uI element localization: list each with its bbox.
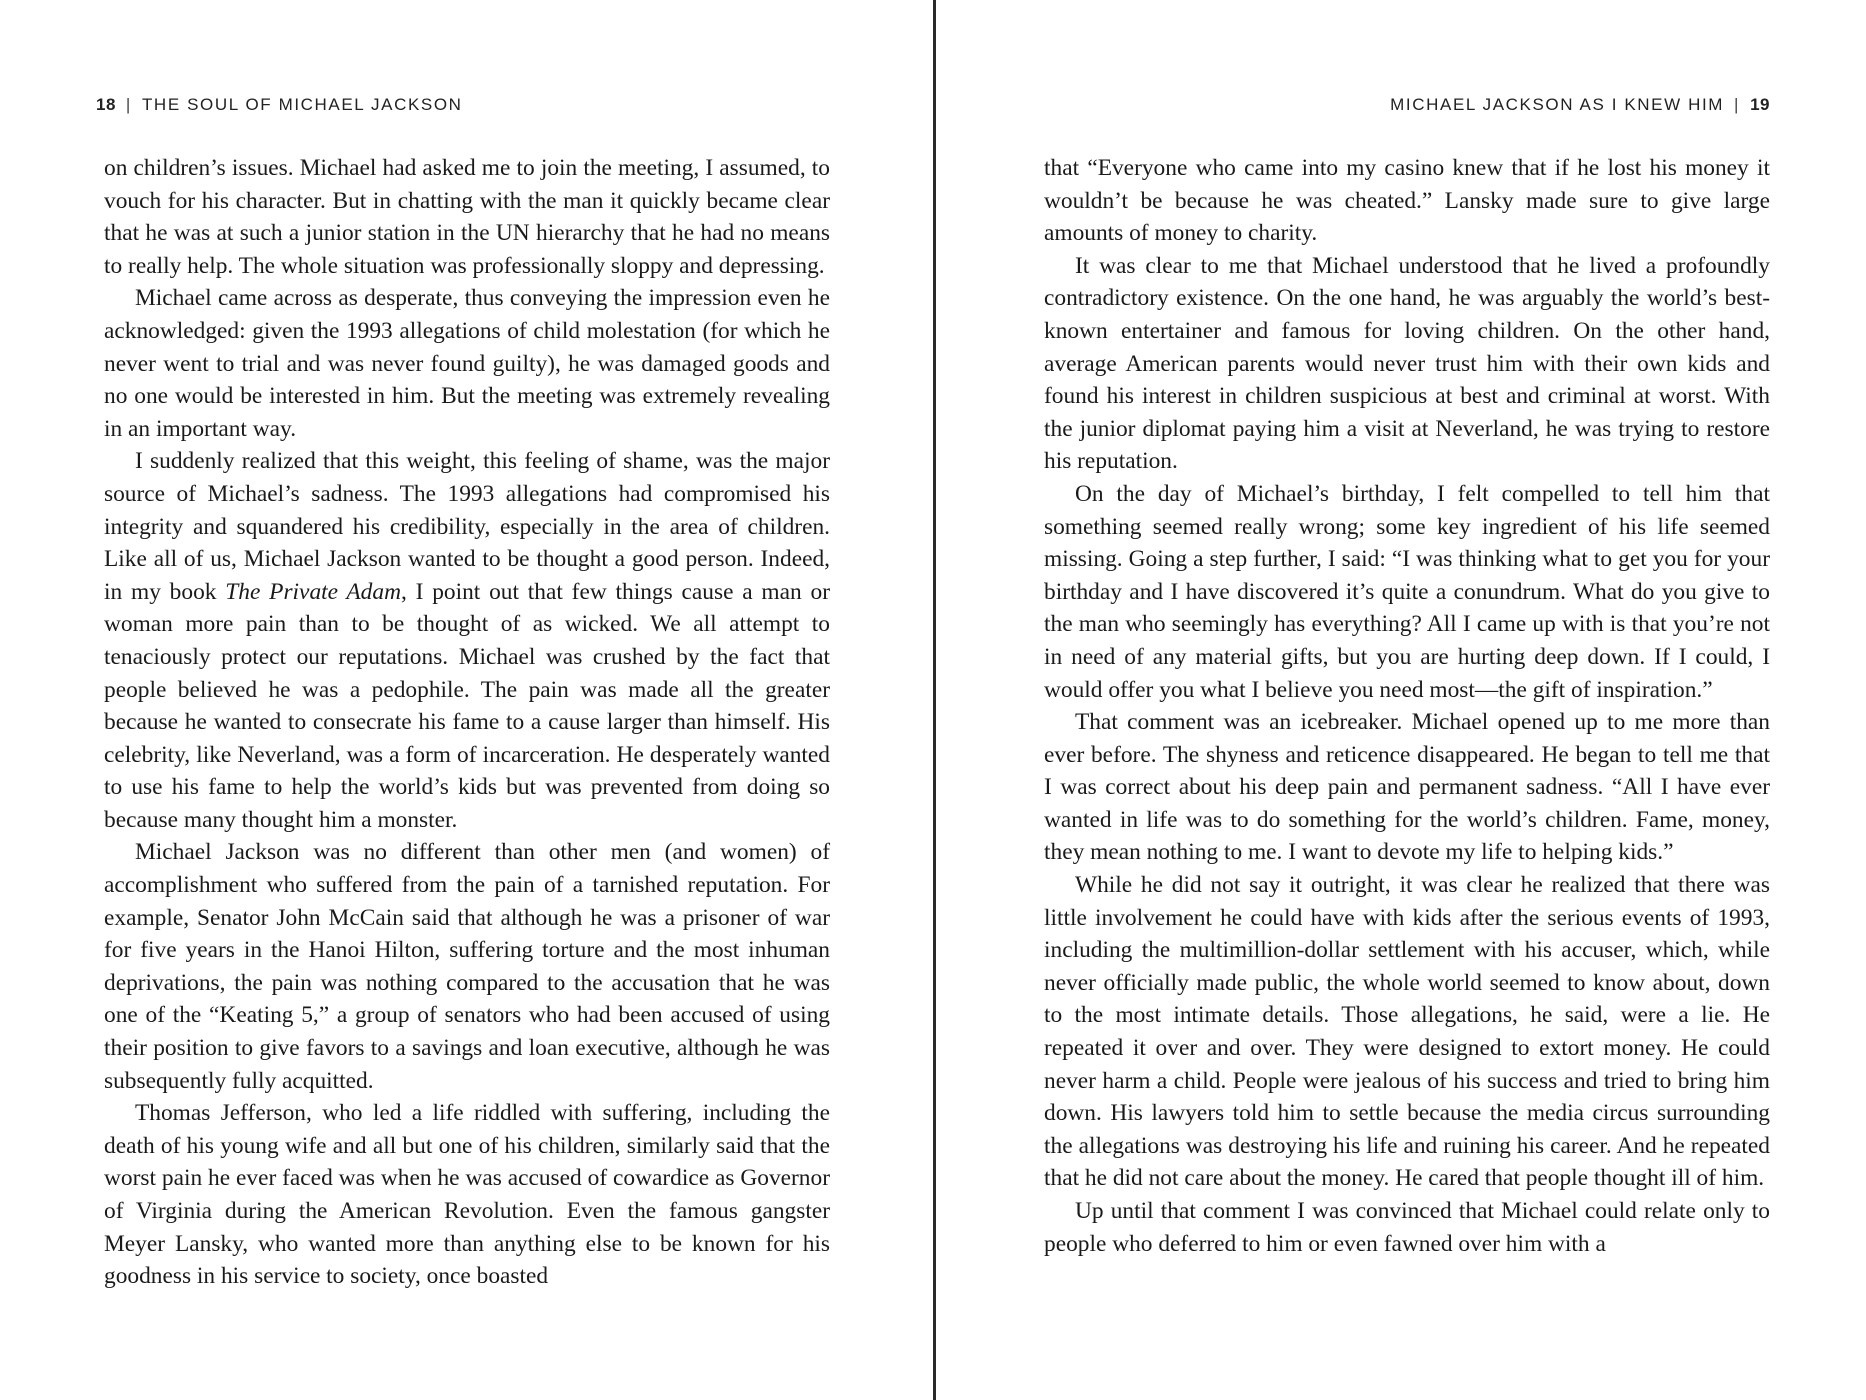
left-body-text — [104, 152, 830, 1293]
right-paragraph-5: While he did not say it outright, it was clear he realized that there was little involvement he could have with kids after the serious events of 1993, including the multimillion-dollar settlement with his accuser, which, while never officially made public, the whole world seemed to know about, down to the most intimate details. Those allegations, he said, were a lie. He repeated it over and over. They were designed to extort money. He could never harm a child. People were jealous of his success and tried to bring him down. His lawyers told him to settle because the media circus surrounding the allegations was destroying his life and ruining his career. And he repeated that he did not care about the money. He cared that people thought ill of him. — [1044, 872, 1770, 1192]
right-paragraph-6: Up until that comment I was convinced that Michael could relate only to people who deferred to him or even fawned over him with a — [1044, 1198, 1770, 1257]
left-paragraph-3-part-1: I suddenly realized that this weight, this feeling of shame, was the major source of Michael’s sadness. The 1993 allegations had compromised his integrity and squandered his credibility, especially in the area of children. Like all of us, Michael Jackson wanted to be thought a good person. Indeed, in my book — [104, 448, 830, 605]
right-paragraph-3: On the day of Michael’s birthday, I felt compelled to tell him that something seemed really wrong; some key ingredient of his life seemed missing. Going a step further, I said: “I was thinking what to get you for your birthday and I have discovered it’s quite a conundrum. What do you give to the man who seemingly has everything? All I came up with is that you’re not in need of any material gifts, but you are hurting deep down. If I could, I would offer you what I believe you need most—the gift of inspiration.” — [1044, 480, 1770, 703]
right-page-number: 19 — [1750, 95, 1770, 114]
left-running-head-title: THE SOUL OF MICHAEL JACKSON — [141, 95, 463, 114]
left-paragraph-3-part-2: , I point out that few things cause a man or woman more pain than to be thought of as wicked. We all attempt to tenaciously protect our reputations. Michael was crushed by the fact that people believed he was a pedophile. The pain was made all the greater because he wanted to consecrate his fame to a cause larger than himself. His celebrity, like Neverland, was a form of incarceration. He desperately wanted to use his fame to help the world’s kids but was prevented from doing so because many thought him a monster. — [104, 578, 830, 833]
right-running-head-title: MICHAEL JACKSON AS I KNEW HIM — [1390, 95, 1725, 114]
left-paragraph-5: Thomas Jefferson, who led a life riddled with suffering, including the death of his young wife and all but one of his children, similarly said that the worst pain he ever faced was when he was accused of cowardice as Governor of Virginia during the American Revolution. Even the famous gangster Meyer Lansky, who wanted more than anything else to be known for his goodness in his service to society, once boasted — [104, 1100, 830, 1290]
right-page — [936, 0, 1866, 1400]
right-body-text — [1044, 152, 1770, 1260]
right-paragraph-2: It was clear to me that Michael understood that he lived a profoundly contradictory existence. On the one hand, he was arguably the world’s best-known entertainer and famous for loving children. On the other hand, average American parents would never trust him with their own kids and found his interest in children suspicious at best and criminal at worst. With the junior diplomat paying him a visit at Neverland, he was trying to restore his reputation. — [1044, 252, 1770, 475]
left-paragraph-1: on children’s issues. Michael had asked me to join the meeting, I assumed, to vouch for his character. But in chatting with the man it quickly became clear that he was at such a junior station in the UN hierarchy that he had no means to really help. The whole situation was professionally sloppy and depressing. — [104, 155, 830, 279]
book-title: The Private Adam — [225, 578, 401, 605]
left-running-head — [96, 95, 463, 115]
right-paragraph-4: That comment was an icebreaker. Michael opened up to me more than ever before. The shyness and reticence disappeared. He began to tell me that I was correct about his deep pain and permanent sadness. “All I have ever wanted in life was to do something for the world’s children. Fame, money, they mean nothing to me. I want to devote my life to helping kids.” — [1044, 709, 1770, 866]
left-page-number: 18 — [96, 95, 116, 114]
left-paragraph-4: Michael Jackson was no different than other men (and women) of accomplishment who suffered from the pain of a tarnished reputation. For example, Senator John McCain said that although he was a prisoner of war for five years in the Hanoi Hilton, suffering torture and the most inhuman deprivations, the pain was nothing compared to the accusation that he was one of the “Keating 5,” a group of senators who had been accused of using their position to give favors to a savings and loan executive, although he was subsequently fully acquitted. — [104, 839, 830, 1094]
right-paragraph-1: that “Everyone who came into my casino knew that if he lost his money it wouldn’t be because he was cheated.” Lansky made sure to give large amounts of money to charity. — [1044, 155, 1770, 247]
right-head-separator: | — [1734, 95, 1741, 114]
left-paragraph-2: Michael came across as desperate, thus conveying the impression even he acknowledged: given the 1993 allegations of child molestation (for which he never went to trial and was never found guilty), he was damaged goods and no one would be interested in him. But the meeting was extremely revealing in an important way. — [104, 285, 830, 442]
right-running-head — [1390, 95, 1770, 115]
left-head-separator: | — [125, 95, 132, 114]
left-paragraph-3 — [104, 445, 830, 836]
